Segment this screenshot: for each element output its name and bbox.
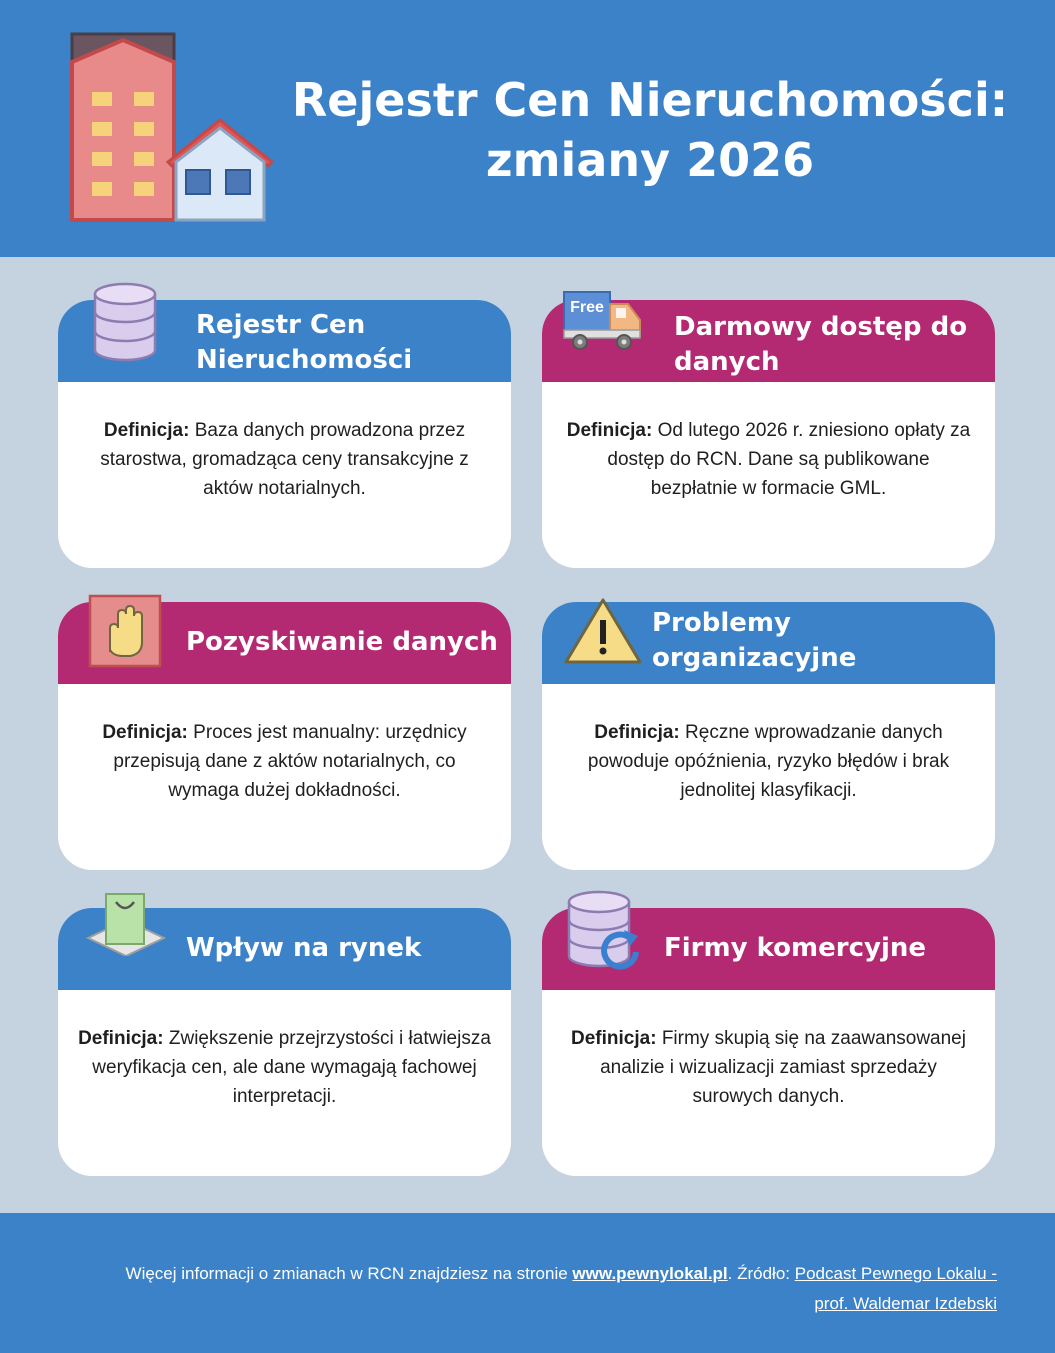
source-link[interactable]: Podcast Pewnego Lokalu -	[794, 1264, 997, 1283]
footer	[0, 1213, 1055, 1353]
website-link[interactable]: www.pewnylokal.pl	[572, 1264, 728, 1283]
definition-label: Definicja:	[102, 722, 188, 743]
card-heading: Problemy organizacyjne	[652, 608, 857, 673]
card-definition	[562, 718, 975, 805]
definition-label: Definicja:	[594, 722, 680, 743]
free-badge: Free	[570, 299, 604, 316]
definition-text: Proces jest manualny: urzędnicy przepisują dane z aktów notarialnych, co wymaga dużej dokładności.	[113, 722, 467, 801]
card-definition	[78, 1024, 491, 1111]
footer-intro-text: Więcej informacji o zmianach w RCN znajdziesz na stronie	[125, 1264, 573, 1283]
header-banner	[0, 0, 1055, 257]
warning-icon	[564, 596, 642, 666]
card-rejestr	[58, 300, 511, 568]
footer-source-label: . Źródło:	[727, 1264, 795, 1283]
definition-text: Baza danych prowadzona przez starostwa, gromadząca ceny transakcyjne z aktów notarialnych.	[100, 420, 469, 499]
card-heading: Firmy komercyjne	[664, 933, 927, 963]
definition-text: Od lutego 2026 r. zniesiono opłaty za dostęp do RCN. Dane są publikowane bezpłatnie w formacie GML.	[607, 420, 971, 499]
card-darmowy-dostep	[542, 300, 995, 568]
definition-label: Definicja:	[78, 1028, 164, 1049]
card-heading: Wpływ na rynek	[186, 933, 422, 963]
card-firmy	[542, 908, 995, 1176]
title-line-1: Rejestr Cen Nieruchomości:	[291, 73, 1009, 127]
database-sync-icon	[566, 890, 642, 972]
card-heading: Darmowy dostęp do danych	[674, 312, 968, 377]
card-problemy	[542, 602, 995, 870]
database-icon	[92, 282, 158, 362]
buildings-icon	[68, 32, 274, 224]
card-wplyw	[58, 908, 511, 1176]
page-title	[290, 70, 1010, 190]
card-definition	[78, 718, 491, 805]
definition-text: Ręczne wprowadzanie danych powoduje opóźnienia, ryzyko błędów i brak jednolitej klasyfikacji.	[587, 722, 950, 801]
free-truck-icon	[562, 290, 644, 356]
shopping-bag-icon	[86, 890, 166, 956]
card-heading: Rejestr Cen Nieruchomości	[196, 310, 413, 375]
definition-text: Firmy skupią się na zaawansowanej analizie i wizualizacji zamiast sprzedaży surowych danych.	[600, 1028, 966, 1107]
definition-label: Definicja:	[571, 1028, 657, 1049]
title-line-2: zmiany 2026	[485, 133, 815, 187]
card-definition	[78, 416, 491, 503]
definition-label: Definicja:	[103, 420, 190, 441]
source-link-author[interactable]: prof. Waldemar Izdebski	[814, 1294, 997, 1313]
definition-label: Definicja:	[566, 420, 653, 441]
card-pozyskiwanie	[58, 602, 511, 870]
hand-icon	[88, 594, 162, 668]
card-definition	[562, 1024, 975, 1111]
card-definition	[562, 416, 975, 503]
card-heading: Pozyskiwanie danych	[186, 627, 498, 657]
footer-text	[60, 1259, 997, 1319]
definition-text: Zwiększenie przejrzystości i łatwiejsza weryfikacja cen, ale dane wymagają fachowej interpretacji.	[92, 1028, 491, 1107]
